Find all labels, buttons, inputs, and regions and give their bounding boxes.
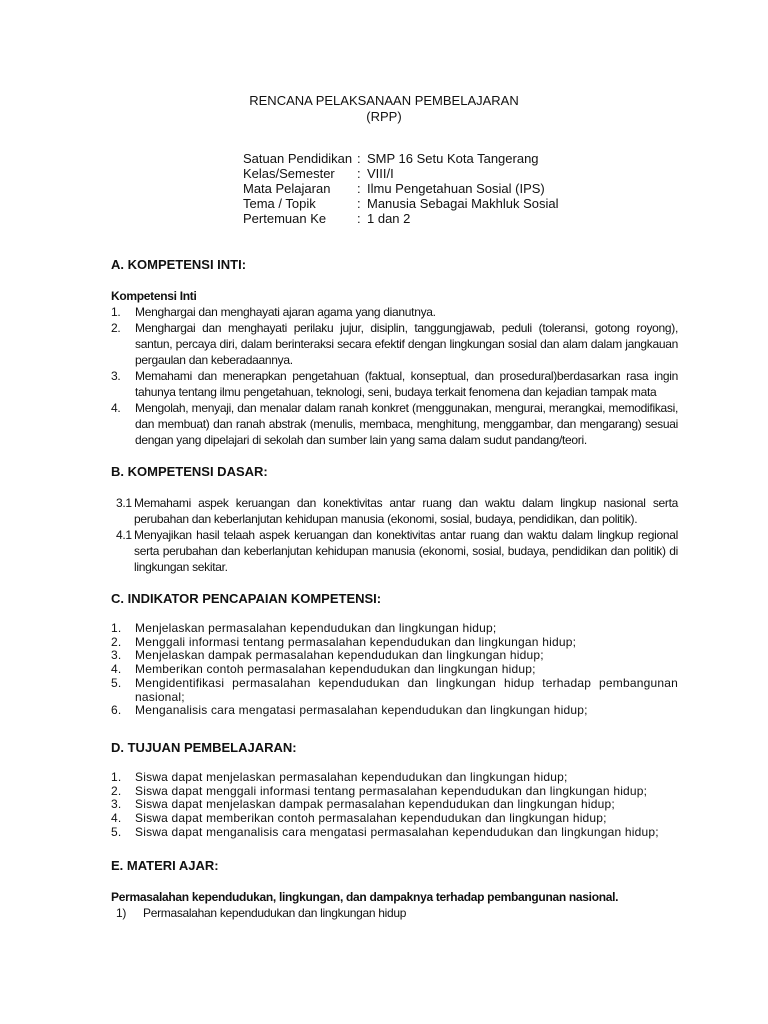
- list-item-number: 4.1: [116, 528, 132, 542]
- identity-row: [243, 166, 559, 181]
- list-item-text: Memberikan contoh permasalahan kependudukan dan lingkungan hidup;: [135, 662, 536, 677]
- identity-table: [243, 151, 559, 226]
- section-d-heading: D. TUJUAN PEMBELAJARAN:: [111, 740, 297, 755]
- list-item-text: Menjelaskan permasalahan kependudukan dan lingkungan hidup;: [135, 621, 497, 635]
- section-e-subheading: Permasalahan kependudukan, lingkungan, dan dampaknya terhadap pembangunan nasional.: [111, 890, 619, 904]
- list-item: [111, 636, 678, 650]
- list-item-text: Menjelaskan dampak permasalahan kependudukan dan lingkungan hidup;: [135, 648, 544, 663]
- list-item-number: 4.: [111, 662, 122, 677]
- document-title: RENCANA PELAKSANAAN PEMBELAJARAN: [249, 93, 519, 108]
- list-item-number: 1.: [111, 770, 122, 784]
- list-item: [111, 649, 678, 663]
- identity-label: Pertemuan Ke: [243, 211, 327, 226]
- list-item-number: 3.: [111, 797, 122, 812]
- section-d-list: [111, 771, 678, 840]
- list-item-text: Siswa dapat memberikan contoh permasalahan kependudukan dan lingkungan hidup;: [135, 811, 607, 826]
- list-item-text: Memahami aspek keruangan dan konektivitas antar ruang dan waktu dalam lingkup nasional serta perubahan dan keberlanjutan kehidupan manusia (ekonomi, sosial, budaya, pendidikan, dan politik).: [134, 496, 678, 526]
- list-item: [116, 906, 406, 920]
- list-item: [111, 812, 678, 826]
- list-item-text: Menggali informasi tentang permasalahan kependudukan dan lingkungan hidup;: [135, 634, 577, 649]
- list-item: [111, 400, 678, 448]
- list-item-text: Siswa dapat menganalisis cara mengatasi permasalahan kependudukan dan lingkungan hidup;: [135, 824, 659, 839]
- list-item-number: 3.: [111, 648, 122, 663]
- list-item: [111, 785, 678, 799]
- list-item-number: 2.: [111, 321, 121, 335]
- section-a-list: [111, 304, 678, 448]
- section-e-heading: E. MATERI AJAR:: [111, 858, 219, 873]
- identity-value: Manusia Sebagai Makhluk Sosial: [367, 196, 559, 211]
- list-item: [111, 320, 678, 368]
- section-a-heading: A. KOMPETENSI INTI:: [111, 257, 247, 272]
- identity-label: Mata Pelajaran: [243, 181, 331, 196]
- list-item-number: 6.: [111, 703, 122, 718]
- list-item-text: Menyajikan hasil telaah aspek keruangan dan konektivitas antar ruang dan waktu dalam lingkup regional serta perubahan dan keberlanjutan kehidupan manusia (ekonomi, sosial, budaya, pendidikan dan politik) di lingkungan sekitar.: [134, 528, 678, 574]
- identity-separator: :: [357, 151, 361, 166]
- list-item-text: Mengidentifikasi permasalahan kependudukan dan lingkungan hidup terhadap pembangunan nasional;: [135, 675, 678, 704]
- list-item: [111, 771, 678, 785]
- list-item-text: Siswa dapat menggali informasi tentang permasalahan kependudukan dan lingkungan hidup;: [135, 783, 648, 798]
- list-item-number: 5.: [111, 675, 122, 690]
- section-c-list: [111, 622, 678, 718]
- section-b-list: [116, 495, 678, 575]
- list-item-number: 1.: [111, 305, 121, 319]
- document-subtitle: (RPP): [366, 109, 402, 124]
- list-item: [111, 622, 678, 636]
- identity-row: [243, 151, 559, 166]
- list-item-number: 2.: [111, 783, 122, 798]
- list-item-text: Memahami dan menerapkan pengetahuan (faktual, konseptual, dan prosedural)berdasarkan rasa ingin tahunya tentang ilmu pengetahuan, teknologi, seni, budaya terkait fenomena dan kejadian tampak mata: [135, 369, 678, 399]
- list-item-text: Siswa dapat menjelaskan dampak permasalahan kependudukan dan lingkungan hidup;: [135, 797, 615, 812]
- section-c-heading: C. INDIKATOR PENCAPAIAN KOMPETENSI:: [111, 591, 382, 606]
- list-item-number: 4.: [111, 811, 122, 826]
- list-item: [111, 798, 678, 812]
- list-item-number: 4.: [111, 401, 121, 415]
- list-item-text: Menghargai dan menghayati ajaran agama yang dianutnya.: [135, 305, 436, 319]
- list-item-text: Menghargai dan menghayati perilaku jujur, disiplin, tanggungjawab, peduli (toleransi, gotong royong), santun, percaya diri, dalam berinteraksi secara efektif dengan lingkungan sosial dan alam dalam jangkauan pergaulan dan keberadaannya.: [135, 321, 678, 367]
- identity-value: SMP 16 Setu Kota Tangerang: [367, 151, 539, 166]
- list-item-number: 2.: [111, 634, 122, 649]
- identity-row: [243, 196, 559, 211]
- section-b-heading: B. KOMPETENSI DASAR:: [111, 464, 268, 479]
- list-item: [111, 704, 678, 718]
- list-item-text: Menganalisis cara mengatasi permasalahan kependudukan dan lingkungan hidup;: [135, 703, 588, 718]
- list-item-text: Permasalahan kependudukan dan lingkungan hidup: [143, 906, 407, 920]
- list-item: [111, 826, 678, 840]
- list-item-number: 1.: [111, 621, 122, 635]
- identity-label: Kelas/Semester: [243, 166, 335, 181]
- list-item-number: 5.: [111, 824, 122, 839]
- list-item: [116, 495, 678, 527]
- list-item: [116, 527, 678, 575]
- section-a-subheading: Kompetensi Inti: [111, 289, 197, 303]
- identity-row: [243, 211, 559, 226]
- identity-value: Ilmu Pengetahuan Sosial (IPS): [367, 181, 545, 196]
- list-item: [111, 677, 678, 704]
- section-e-list: [116, 906, 406, 920]
- document-title-block: [0, 93, 768, 125]
- identity-value: VIII/I: [367, 166, 394, 181]
- list-item: [111, 368, 678, 400]
- list-item-text: Siswa dapat menjelaskan permasalahan kependudukan dan lingkungan hidup;: [135, 770, 568, 784]
- list-item-number: 1): [116, 906, 127, 920]
- identity-value: 1 dan 2: [367, 211, 411, 226]
- identity-row: [243, 181, 559, 196]
- list-item-number: 3.: [111, 369, 121, 383]
- list-item: [111, 304, 678, 320]
- identity-label: Tema / Topik: [243, 196, 316, 211]
- identity-separator: :: [357, 211, 361, 226]
- list-item: [111, 663, 678, 677]
- identity-separator: :: [357, 196, 361, 211]
- identity-separator: :: [357, 166, 361, 181]
- list-item-text: Mengolah, menyaji, dan menalar dalam ranah konkret (menggunakan, mengurai, merangkai, memodifikasi, dan membuat) dan ranah abstrak (menulis, membaca, menghitung, menggambar, dan mengarang) sesuai dengan yang dipelajari di sekolah dan sumber lain yang sama dalam sudut pandang/teori.: [135, 401, 678, 447]
- list-item-number: 3.1: [116, 496, 132, 510]
- identity-label: Satuan Pendidikan: [243, 151, 353, 166]
- identity-separator: :: [357, 181, 361, 196]
